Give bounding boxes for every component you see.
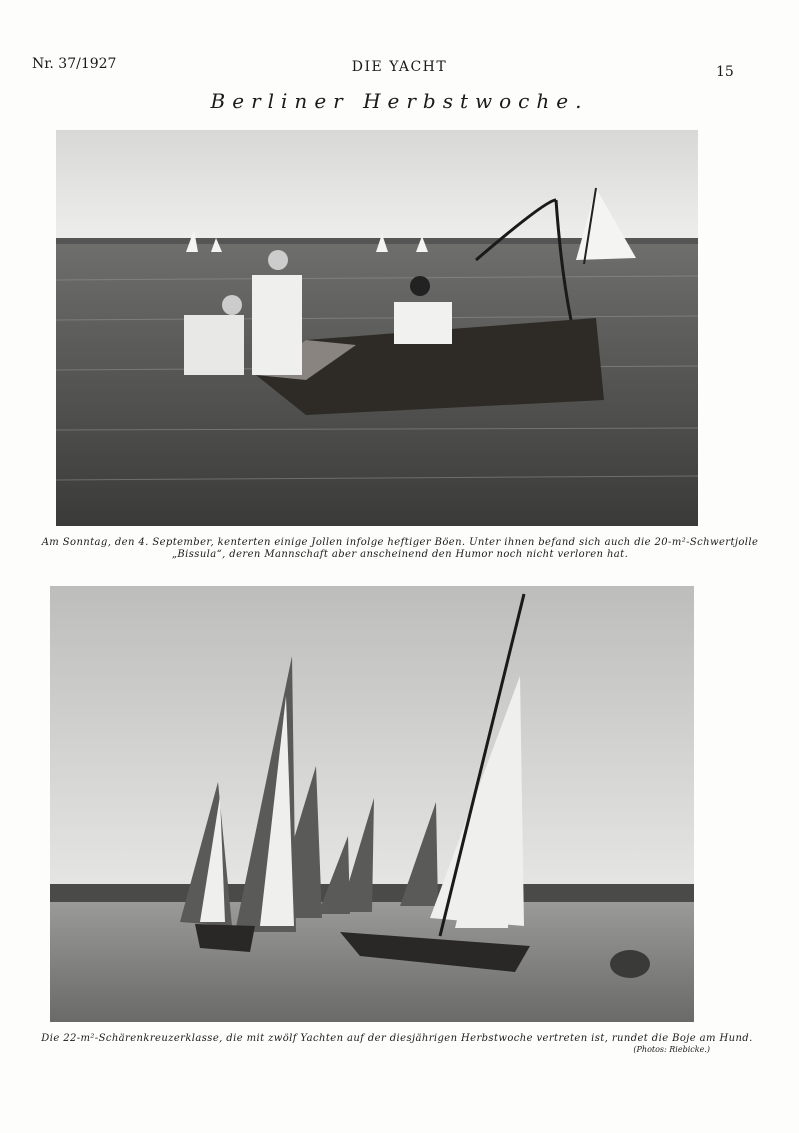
photo-capsized-dinghy: [56, 130, 698, 526]
photo-credit: (Photos: Riebicke.): [633, 1045, 710, 1054]
photo2-caption: Die 22-m²-Schärenkreuzerklasse, die mit zwölf Yachten auf der diesjährigen Herbstwoche vertreten ist, rundet die Boje am Hund.: [41, 1033, 753, 1044]
photo-skerry-cruisers: [50, 586, 694, 1022]
article-title: Berliner Herbstwoche.: [210, 89, 589, 113]
photo1-caption-line1: Am Sonntag, den 4. September, kenterten einige Jollen infolge heftiger Böen. Unter ihnen befand sich auch die 20-m²-Schwertjolle: [41, 537, 759, 548]
page-number: 15: [716, 64, 734, 80]
photo1-caption: [20, 537, 780, 561]
photo1-caption-line2: „Bissula“, deren Mannschaft aber anscheinend den Humor noch nicht verloren hat.: [171, 549, 629, 560]
magazine-title: DIE YACHT: [351, 59, 448, 75]
issue-number: Nr. 37/1927: [32, 56, 117, 72]
